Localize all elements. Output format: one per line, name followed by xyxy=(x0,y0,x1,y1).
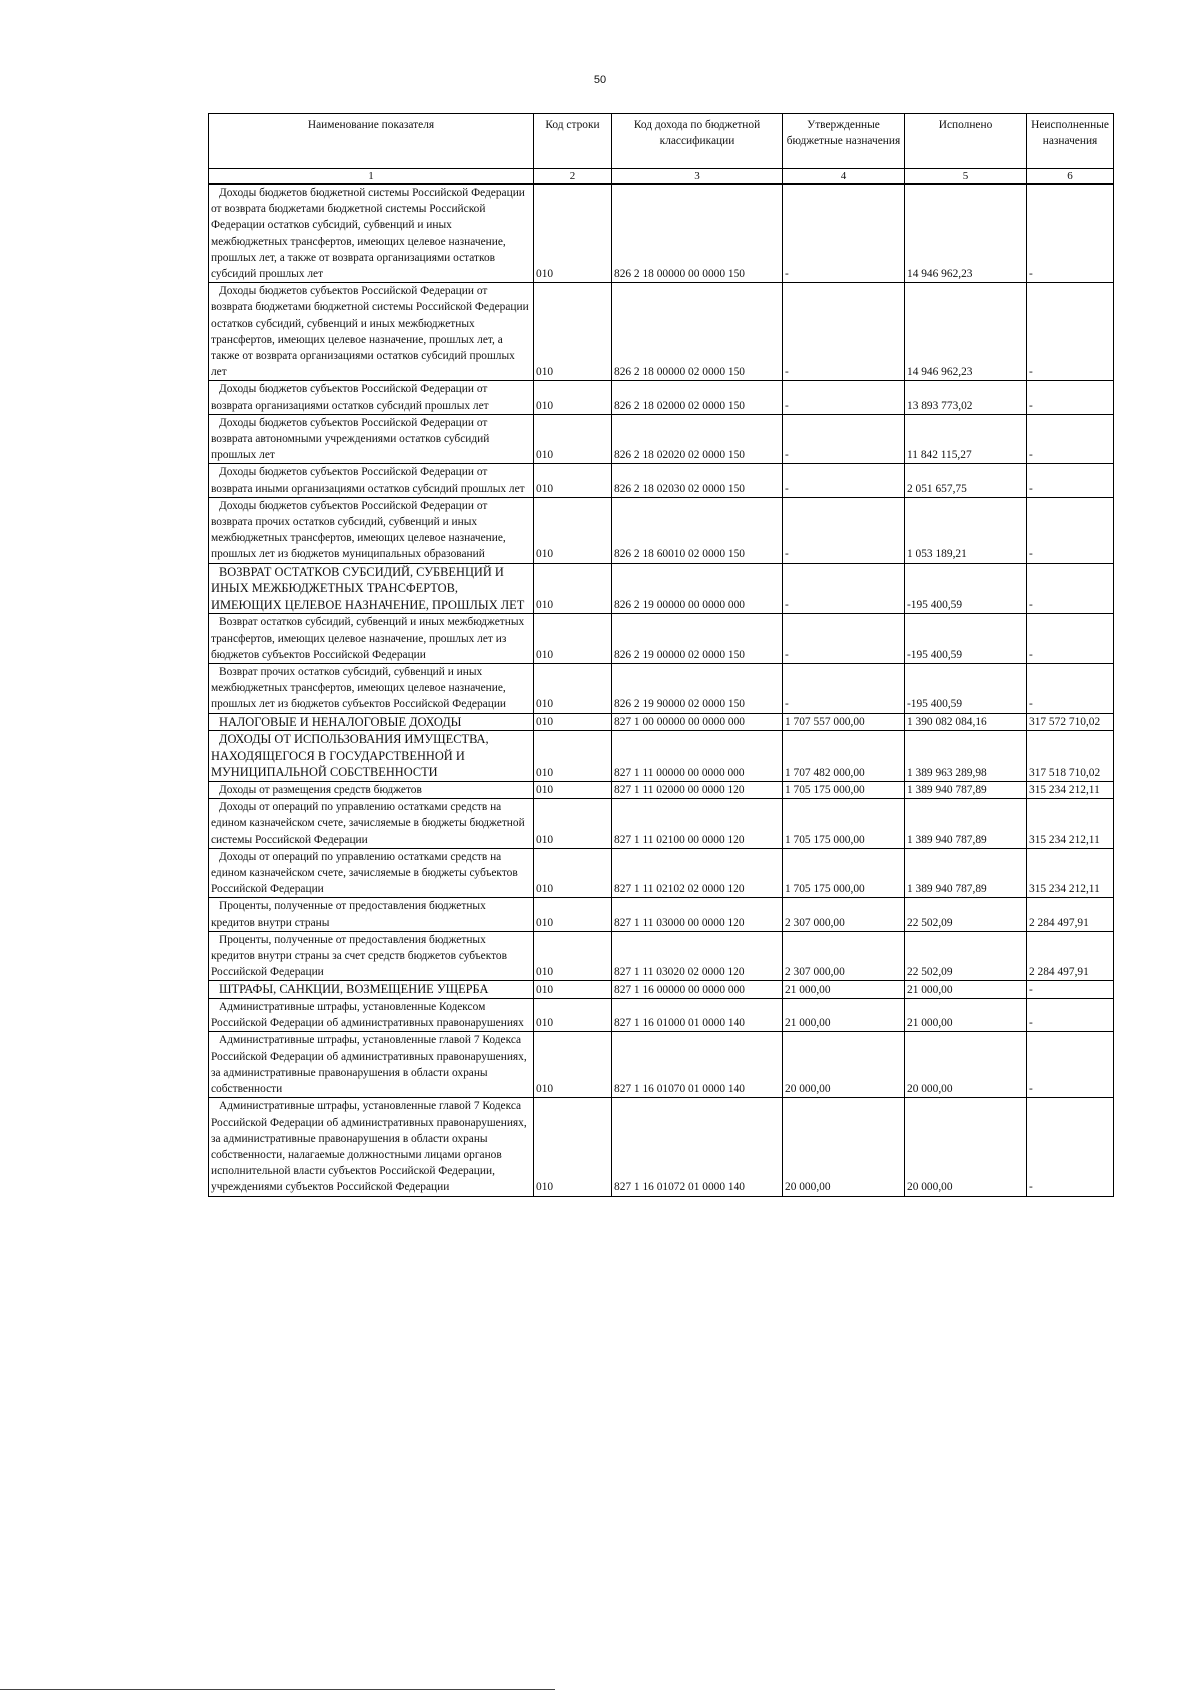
row-classification: 827 1 11 00000 00 0000 000 xyxy=(612,731,783,782)
row-code: 010 xyxy=(534,981,612,999)
row-code: 010 xyxy=(534,664,612,714)
table-row xyxy=(209,497,1114,563)
row-name: Доходы от размещения средств бюджетов xyxy=(209,782,534,799)
header-line-code: Код строки xyxy=(534,114,612,169)
row-name: Доходы бюджетов бюджетной системы Российской Федерации от возврата бюджетами бюджетной системы Российской Федерации остатков субсидий, субвенций и иных межбюджетных трансфертов, имеющих целевое назначение, прошлых лет, а также от возврата организациями остатков субсидий прошлых лет xyxy=(209,184,534,283)
row-classification: 827 1 16 01000 01 0000 140 xyxy=(612,999,783,1032)
table-row xyxy=(209,664,1114,714)
row-code: 010 xyxy=(534,414,612,464)
row-approved: - xyxy=(783,497,905,563)
row-name: Проценты, полученные от предоставления бюджетных кредитов внутри страны за счет средств бюджетов субъектов Российской Федерации xyxy=(209,931,534,981)
row-unexecuted: - xyxy=(1027,464,1114,497)
row-executed: -195 400,59 xyxy=(905,664,1027,714)
row-approved: - xyxy=(783,464,905,497)
row-code: 010 xyxy=(534,497,612,563)
column-number: 2 xyxy=(534,169,612,185)
row-unexecuted: - xyxy=(1027,664,1114,714)
row-name: Административные штрафы, установленные Кодексом Российской Федерации об административных правонарушениях xyxy=(209,999,534,1032)
row-classification: 827 1 11 02102 02 0000 120 xyxy=(612,848,783,898)
row-executed: -195 400,59 xyxy=(905,563,1027,614)
row-classification: 827 1 11 02000 00 0000 120 xyxy=(612,782,783,799)
row-code: 010 xyxy=(534,184,612,283)
row-executed: 14 946 962,23 xyxy=(905,184,1027,283)
row-classification: 826 2 19 00000 02 0000 150 xyxy=(612,614,783,664)
table-row xyxy=(209,614,1114,664)
row-code: 010 xyxy=(534,931,612,981)
row-code: 010 xyxy=(534,381,612,414)
row-executed: 21 000,00 xyxy=(905,981,1027,999)
header-name: Наименование показателя xyxy=(209,114,534,169)
row-unexecuted: - xyxy=(1027,184,1114,283)
row-classification: 827 1 16 00000 00 0000 000 xyxy=(612,981,783,999)
row-name: ДОХОДЫ ОТ ИСПОЛЬЗОВАНИЯ ИМУЩЕСТВА, НАХОДЯЩЕГОСЯ В ГОСУДАРСТВЕННОЙ И МУНИЦИПАЛЬНОЙ СОБСТВЕННОСТИ xyxy=(209,731,534,782)
row-name: НАЛОГОВЫЕ И НЕНАЛОГОВЫЕ ДОХОДЫ xyxy=(209,713,534,731)
row-approved: 2 307 000,00 xyxy=(783,931,905,981)
row-executed: 20 000,00 xyxy=(905,1032,1027,1098)
row-classification: 827 1 11 03020 02 0000 120 xyxy=(612,931,783,981)
table-row xyxy=(209,799,1114,849)
table-row xyxy=(209,1032,1114,1098)
row-approved: - xyxy=(783,381,905,414)
row-name: ШТРАФЫ, САНКЦИИ, ВОЗМЕЩЕНИЕ УЩЕРБА xyxy=(209,981,534,999)
row-approved: - xyxy=(783,414,905,464)
row-unexecuted: - xyxy=(1027,999,1114,1032)
row-executed: 11 842 115,27 xyxy=(905,414,1027,464)
row-executed: 1 389 940 787,89 xyxy=(905,782,1027,799)
row-name: Доходы бюджетов субъектов Российской Федерации от возврата бюджетами бюджетной системы Российской Федерации остатков субсидий, субвенций и иных межбюджетных трансфертов, имеющих целевое назначение, прошлых лет, а также от возврата организациями остатков субсидий прошлых лет xyxy=(209,283,534,381)
row-classification: 826 2 18 02020 02 0000 150 xyxy=(612,414,783,464)
table-row xyxy=(209,848,1114,898)
row-code: 010 xyxy=(534,898,612,931)
row-unexecuted: - xyxy=(1027,381,1114,414)
row-name: Доходы от операций по управлению остатками средств на едином казначейском счете, зачисляемые в бюджеты бюджетной системы Российской Федерации xyxy=(209,799,534,849)
row-unexecuted: - xyxy=(1027,981,1114,999)
row-classification: 827 1 00 00000 00 0000 000 xyxy=(612,713,783,731)
row-executed: 1 390 082 084,16 xyxy=(905,713,1027,731)
column-number: 5 xyxy=(905,169,1027,185)
header-approved: Утвержденные бюджетные назначения xyxy=(783,114,905,169)
row-approved: 20 000,00 xyxy=(783,1032,905,1098)
row-approved: 1 705 175 000,00 xyxy=(783,799,905,849)
row-unexecuted: - xyxy=(1027,614,1114,664)
budget-execution-table xyxy=(208,113,1114,1197)
bottom-scan-rule xyxy=(0,1689,555,1690)
row-executed: 1 053 189,21 xyxy=(905,497,1027,563)
table-row xyxy=(209,731,1114,782)
row-unexecuted: 317 518 710,02 xyxy=(1027,731,1114,782)
table-row xyxy=(209,414,1114,464)
table-row xyxy=(209,713,1114,731)
table-row xyxy=(209,782,1114,799)
row-classification: 827 1 11 03000 00 0000 120 xyxy=(612,898,783,931)
column-number: 4 xyxy=(783,169,905,185)
row-code: 010 xyxy=(534,614,612,664)
row-name: Доходы бюджетов субъектов Российской Федерации от возврата автономными учреждениями остатков субсидий прошлых лет xyxy=(209,414,534,464)
row-unexecuted: - xyxy=(1027,414,1114,464)
row-approved: - xyxy=(783,664,905,714)
row-name: Возврат прочих остатков субсидий, субвенций и иных межбюджетных трансфертов, имеющих целевое назначение, прошлых лет из бюджетов субъектов Российской Федерации xyxy=(209,664,534,714)
row-classification: 826 2 18 02030 02 0000 150 xyxy=(612,464,783,497)
row-unexecuted: 2 284 497,91 xyxy=(1027,898,1114,931)
row-approved: - xyxy=(783,283,905,381)
row-executed: 21 000,00 xyxy=(905,999,1027,1032)
row-executed: -195 400,59 xyxy=(905,614,1027,664)
row-executed: 1 389 963 289,98 xyxy=(905,731,1027,782)
row-classification: 826 2 18 00000 00 0000 150 xyxy=(612,184,783,283)
row-name: Доходы бюджетов субъектов Российской Федерации от возврата организациями остатков субсидий прошлых лет xyxy=(209,381,534,414)
row-executed: 22 502,09 xyxy=(905,931,1027,981)
row-code: 010 xyxy=(534,999,612,1032)
row-executed: 22 502,09 xyxy=(905,898,1027,931)
table-row xyxy=(209,563,1114,614)
row-unexecuted: 315 234 212,11 xyxy=(1027,782,1114,799)
row-unexecuted: 2 284 497,91 xyxy=(1027,931,1114,981)
row-approved: 21 000,00 xyxy=(783,981,905,999)
row-classification: 826 2 18 02000 02 0000 150 xyxy=(612,381,783,414)
row-unexecuted: 317 572 710,02 xyxy=(1027,713,1114,731)
table-row xyxy=(209,283,1114,381)
row-code: 010 xyxy=(534,799,612,849)
row-code: 010 xyxy=(534,848,612,898)
row-approved: 1 707 482 000,00 xyxy=(783,731,905,782)
row-approved: - xyxy=(783,184,905,283)
column-number-row xyxy=(209,169,1114,185)
row-approved: 1 705 175 000,00 xyxy=(783,848,905,898)
row-name: Доходы бюджетов субъектов Российской Федерации от возврата прочих остатков субсидий, субвенций и иных межбюджетных трансфертов, имеющих целевое назначение, прошлых лет из бюджетов муниципальных образований xyxy=(209,497,534,563)
column-number: 6 xyxy=(1027,169,1114,185)
row-name: Административные штрафы, установленные главой 7 Кодекса Российской Федерации об административных правонарушениях, за административные правонарушения в области охраны собственности xyxy=(209,1032,534,1098)
row-code: 010 xyxy=(534,713,612,731)
row-name: Доходы от операций по управлению остатками средств на едином казначейском счете, зачисляемые в бюджеты субъектов Российской Федерации xyxy=(209,848,534,898)
row-name: Проценты, полученные от предоставления бюджетных кредитов внутри страны xyxy=(209,898,534,931)
row-unexecuted: - xyxy=(1027,1098,1114,1196)
row-approved: 1 705 175 000,00 xyxy=(783,782,905,799)
row-executed: 13 893 773,02 xyxy=(905,381,1027,414)
row-classification: 826 2 18 60010 02 0000 150 xyxy=(612,497,783,563)
row-code: 010 xyxy=(534,782,612,799)
row-code: 010 xyxy=(534,1098,612,1196)
row-unexecuted: 315 234 212,11 xyxy=(1027,848,1114,898)
row-code: 010 xyxy=(534,563,612,614)
header-unexecuted: Неисполненные назначения xyxy=(1027,114,1114,169)
row-unexecuted: - xyxy=(1027,497,1114,563)
table-row xyxy=(209,981,1114,999)
row-code: 010 xyxy=(534,1032,612,1098)
column-number: 3 xyxy=(612,169,783,185)
table-row xyxy=(209,184,1114,283)
row-approved: 21 000,00 xyxy=(783,999,905,1032)
row-code: 010 xyxy=(534,464,612,497)
row-name: Административные штрафы, установленные главой 7 Кодекса Российской Федерации об административных правонарушениях, за административные правонарушения в области охраны собственности, налагаемые должностными лицами органов исполнительной власти субъектов Российской Федерации, учреждениями субъектов Российской Федерации xyxy=(209,1098,534,1196)
row-classification: 827 1 16 01070 01 0000 140 xyxy=(612,1032,783,1098)
header-row xyxy=(209,114,1114,169)
row-classification: 826 2 19 00000 00 0000 000 xyxy=(612,563,783,614)
page-number: 50 xyxy=(593,74,607,86)
row-approved: 2 307 000,00 xyxy=(783,898,905,931)
row-approved: - xyxy=(783,563,905,614)
row-approved: - xyxy=(783,614,905,664)
row-executed: 1 389 940 787,89 xyxy=(905,848,1027,898)
row-unexecuted: - xyxy=(1027,563,1114,614)
row-code: 010 xyxy=(534,283,612,381)
row-approved: 20 000,00 xyxy=(783,1098,905,1196)
row-name: Доходы бюджетов субъектов Российской Федерации от возврата иными организациями остатков субсидий прошлых лет xyxy=(209,464,534,497)
row-classification: 826 2 19 90000 02 0000 150 xyxy=(612,664,783,714)
row-unexecuted: - xyxy=(1027,283,1114,381)
row-executed: 14 946 962,23 xyxy=(905,283,1027,381)
row-name: Возврат остатков субсидий, субвенций и иных межбюджетных трансфертов, имеющих целевое назначение, прошлых лет из бюджетов субъектов Российской Федерации xyxy=(209,614,534,664)
row-unexecuted: - xyxy=(1027,1032,1114,1098)
row-unexecuted: 315 234 212,11 xyxy=(1027,799,1114,849)
row-classification: 827 1 11 02100 00 0000 120 xyxy=(612,799,783,849)
table-row xyxy=(209,1098,1114,1196)
row-classification: 826 2 18 00000 02 0000 150 xyxy=(612,283,783,381)
row-executed: 1 389 940 787,89 xyxy=(905,799,1027,849)
table-row xyxy=(209,464,1114,497)
table-row xyxy=(209,931,1114,981)
row-name: ВОЗВРАТ ОСТАТКОВ СУБСИДИЙ, СУБВЕНЦИЙ И ИНЫХ МЕЖБЮДЖЕТНЫХ ТРАНСФЕРТОВ, ИМЕЮЩИХ ЦЕЛЕВОЕ НАЗНАЧЕНИЕ, ПРОШЛЫХ ЛЕТ xyxy=(209,563,534,614)
table-row xyxy=(209,999,1114,1032)
row-approved: 1 707 557 000,00 xyxy=(783,713,905,731)
table-row xyxy=(209,898,1114,931)
row-code: 010 xyxy=(534,731,612,782)
header-classification: Код дохода по бюджетной классификации xyxy=(612,114,783,169)
row-classification: 827 1 16 01072 01 0000 140 xyxy=(612,1098,783,1196)
header-executed: Исполнено xyxy=(905,114,1027,169)
row-executed: 2 051 657,75 xyxy=(905,464,1027,497)
table-row xyxy=(209,381,1114,414)
row-executed: 20 000,00 xyxy=(905,1098,1027,1196)
column-number: 1 xyxy=(209,169,534,185)
